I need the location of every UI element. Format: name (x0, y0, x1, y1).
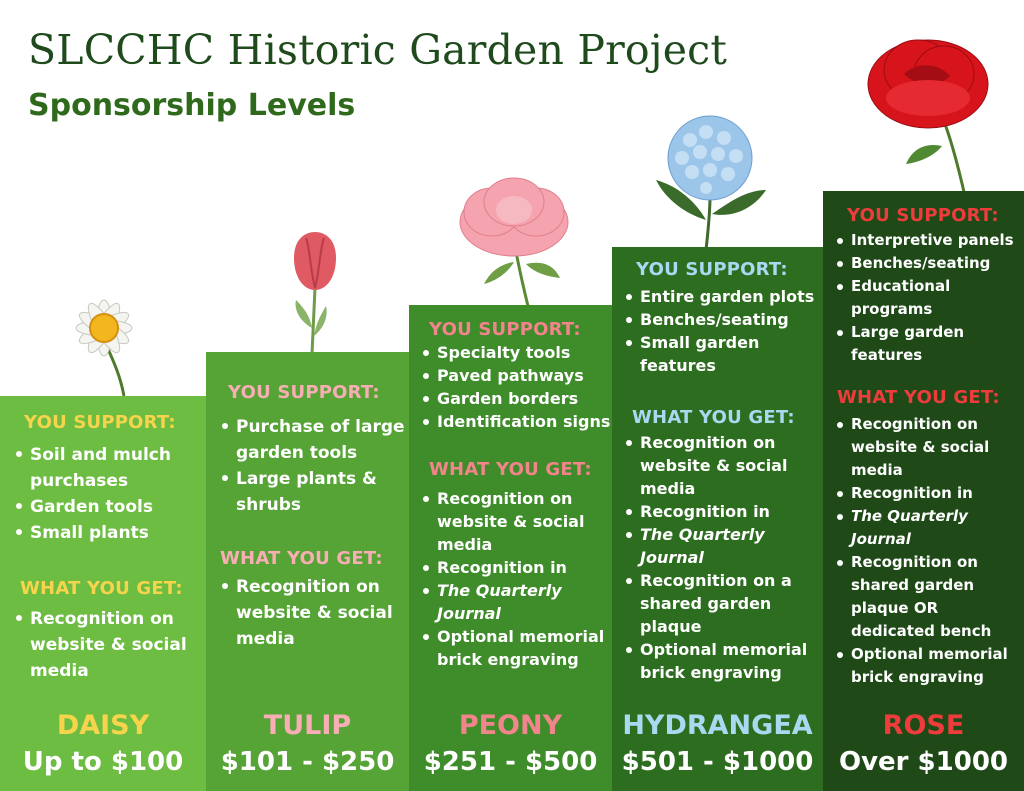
get-list (622, 431, 820, 684)
list-item: Recognition in (419, 556, 611, 579)
list-item: Optional memorial brick engraving (833, 643, 1023, 689)
level-name: HYDRANGEA (622, 710, 813, 741)
get-list (12, 606, 202, 684)
page-subtitle: Sponsorship Levels (28, 88, 356, 123)
support-heading: YOU SUPPORT: (847, 205, 999, 226)
level-name: DAISY (56, 710, 150, 741)
level-name: PEONY (458, 710, 563, 741)
list-item: Recognition on website & social media (833, 413, 1023, 482)
get-heading: WHAT YOU GET: (632, 407, 795, 428)
get-list (833, 413, 1023, 689)
peony-icon (444, 172, 584, 306)
hydrangea-icon (636, 110, 786, 250)
list-item: Paved pathways (419, 364, 611, 387)
support-heading: YOU SUPPORT: (24, 412, 176, 433)
daisy-icon (40, 278, 160, 398)
get-heading: WHAT YOU GET: (20, 578, 183, 599)
level-price: $101 - $250 (220, 747, 395, 777)
list-item: The Quarterly Journal (833, 505, 1023, 551)
level-column-hydrangea (612, 247, 823, 791)
list-item: Specialty tools (419, 341, 611, 364)
support-list (622, 285, 820, 377)
list-item: Recognition on website & social media (622, 431, 820, 500)
list-item: Recognition on website & social media (218, 574, 406, 652)
list-item: Recognition in (833, 482, 1023, 505)
support-list (12, 442, 202, 546)
get-heading: WHAT YOU GET: (429, 459, 592, 480)
list-item: Purchase of large garden tools (218, 414, 406, 466)
level-column-tulip (206, 352, 409, 791)
level-column-daisy (0, 396, 206, 791)
list-item: Benches/seating (622, 308, 820, 331)
level-name: ROSE (882, 710, 965, 741)
list-item: Identification signs (419, 410, 611, 433)
page-title: SLCCHC Historic Garden Project (28, 26, 728, 74)
list-item: Interpretive panels (833, 229, 1023, 252)
list-item: The Quarterly Journal (419, 579, 611, 625)
list-item: The Quarterly Journal (622, 523, 820, 569)
level-price: Over $1000 (838, 747, 1008, 777)
level-price: $251 - $500 (423, 747, 598, 777)
level-price: Up to $100 (22, 747, 184, 777)
support-list (419, 341, 611, 433)
list-item: Garden borders (419, 387, 611, 410)
list-item: Recognition on shared garden plaque OR dedicated bench (833, 551, 1023, 643)
tulip-icon (280, 228, 350, 354)
list-item: Small garden features (622, 331, 820, 377)
list-item: Soil and mulch purchases (12, 442, 202, 494)
list-item: Recognition on website & social media (12, 606, 202, 684)
list-item: Entire garden plots (622, 285, 820, 308)
level-name: TULIP (263, 710, 352, 741)
level-price: $501 - $1000 (621, 747, 814, 777)
support-heading: YOU SUPPORT: (429, 319, 581, 340)
support-heading: YOU SUPPORT: (228, 382, 380, 403)
list-item: Optional memorial brick engraving (419, 625, 611, 671)
list-item: Recognition on website & social media (419, 487, 611, 556)
get-heading: WHAT YOU GET: (837, 387, 1000, 408)
list-item: Small plants (12, 520, 202, 546)
get-list (218, 574, 406, 652)
list-item: Large garden features (833, 321, 1023, 367)
list-item: Optional memorial brick engraving (622, 638, 820, 684)
list-item: Large plants & shrubs (218, 466, 406, 518)
rose-icon (858, 26, 998, 192)
list-item: Recognition on a shared garden plaque (622, 569, 820, 638)
support-list (833, 229, 1023, 367)
level-column-peony (409, 305, 612, 791)
list-item: Educational programs (833, 275, 1023, 321)
get-heading: WHAT YOU GET: (220, 548, 383, 569)
level-column-rose (823, 191, 1024, 791)
list-item: Recognition in (622, 500, 820, 523)
get-list (419, 487, 611, 671)
list-item: Benches/seating (833, 252, 1023, 275)
list-item: Garden tools (12, 494, 202, 520)
support-heading: YOU SUPPORT: (636, 259, 788, 280)
support-list (218, 414, 406, 518)
